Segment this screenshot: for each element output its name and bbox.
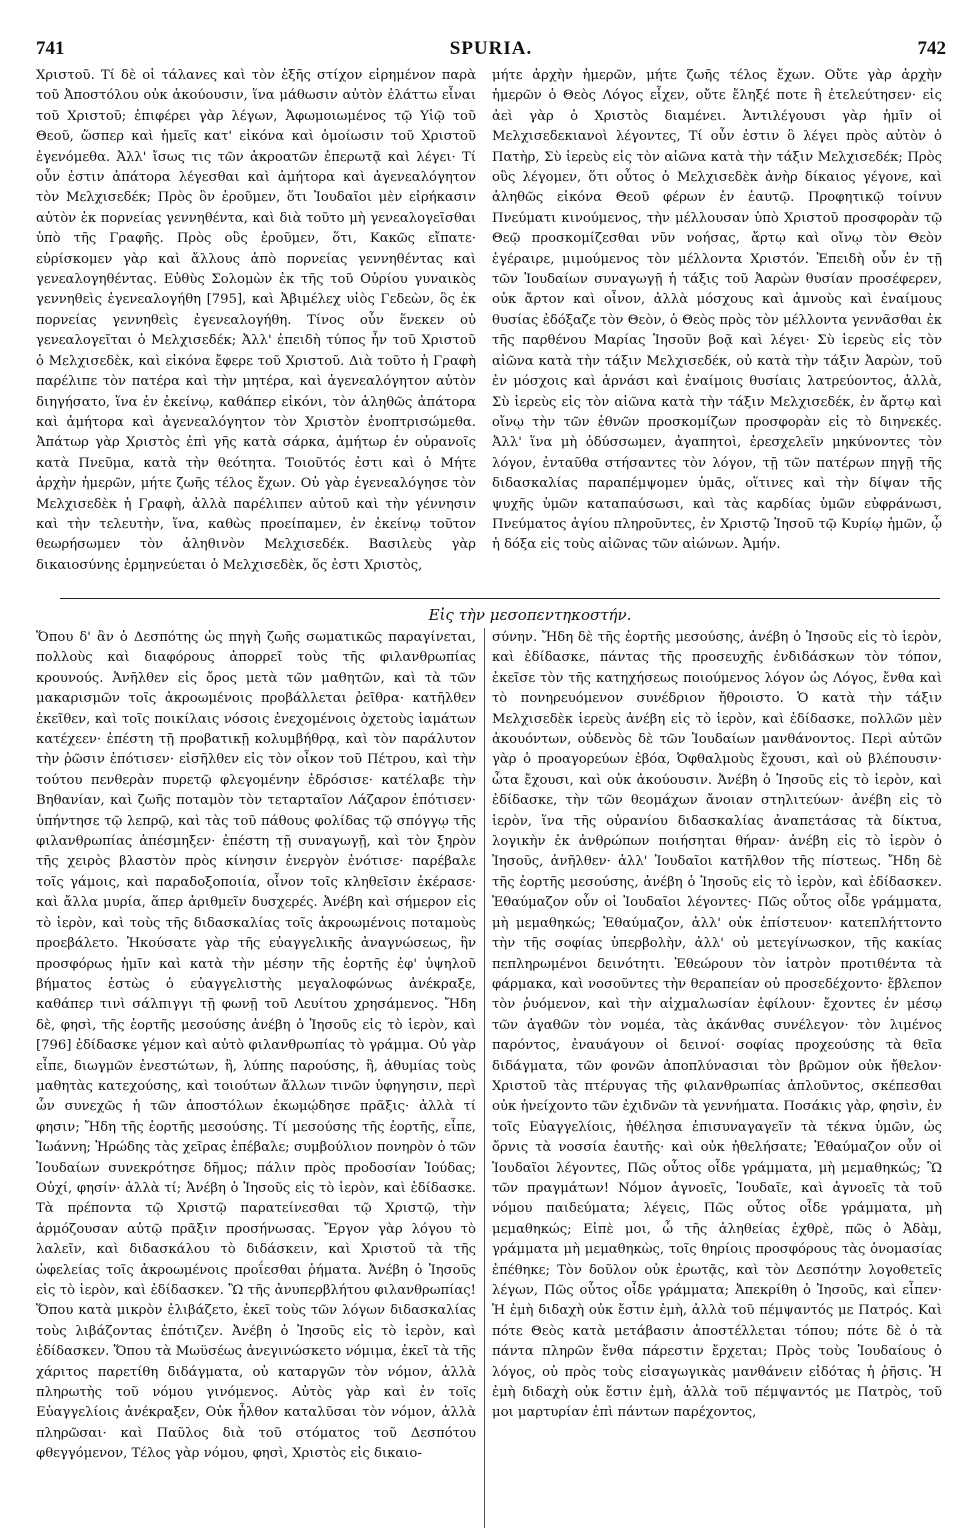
- bottom-right-text: σύνην. Ἤδη δὲ τῆς ἑορτῆς μεσούσης, ἀνέβη ὁ Ἰησοῦς εἰς τὸ ἱερὸν, καὶ ἐδίδασκε, πάντας τῆς προσευχῆς ἐνδιδάσκων τὸν τόπον, ἐκεῖσε τὸν τῆς κατηχήσεως ποιούμενος λόγον ὡς Λόγος, ἔνθα καὶ τὸ πονηρευόμενον συνέδριον ἤθροιστο. Ὁ κατὰ τὴν τάξιν Μελχισεδὲκ ἱερεὺς ἀνέβη εἰς τὸ ἱερὸν, καὶ ἐδίδασκε, πολλῶν μὲν ἀκουόντων, οὐδενὸς δὲ τῶν Ἰουδαίων μανθάνοντος. Περὶ αὐτῶν γὰρ ὁ προαγορεύων ἐβόα, Ὀφθαλμοὺς ἔχουσι, καὶ οὐ βλέπουσιν· ὦτα ἔχουσι, καὶ οὐκ ἀκούουσιν. Ἀνέβη ὁ Ἰησοῦς εἰς τὸ ἱερὸν, καὶ ἐδίδασκε, τὴν τῶν θεομάχων ἄνοιαν στηλιτεύων· ἀνέβη εἰς τὸ ἱερὸν, ἵνα τῆς οὐρανίου διδασκαλίας ἀναπετάσας τὰ δίκτυα, λογικὴν ἐκ ἀνθρώπων ποιήσηται θήραν· ἀνέβη εἰς τὸ ἱερὸν ὁ Ἰησοῦς, ἀνῆλθεν· ἀλλ' Ἰουδαῖοι κατῆλθον τῆς πίστεως. Ἤδη δὲ τῆς ἑορτῆς μεσούσης, ἀνέβη ὁ Ἰησοῦς εἰς τὸ ἱερὸν, καὶ ἐδίδασκεν. Ἐθαύμαζον οὖν οἱ Ἰουδαῖοι λέγοντες· Πῶς οὗτος οἶδε γράμματα, μὴ μεμαθηκώς; Ἐθαύμαζον, ἀλλ' οὐκ ἐπίστευον· κατεπλήττοντο τὴν τῆς σοφίας ὑπερβολὴν, ἀλλ' οὐ μετεγίνωσκον, τῆς κακίας πεπληρωμένοι δεινότητι. Ἐθεώρουν τὸν ἰατρὸν προτιθέντα τὰ φάρμακα, καὶ νοσοῦντες τὴν θεραπείαν οὐ προσεδέχοντο· ἔβλεπον τὸν ῥυόμενον, καὶ τὴν αἰχμαλωσίαν ἐφίλουν· ἔχοντες ἐν μέσῳ τῶν ἀγαθῶν τὸν νομέα, τὰς ἀκάνθας συνέλεγον· τὸν λιμένος παρόντος, ἐναυάγουν οἱ δεινοί· σοφίας προχεούσης τὰ θεῖα διδάγματα, τῶν φονῶν ἀποπλύνασιαι τὸν βρῶμον οὐκ ἤθελον· Χριστοῦ τὰς πτέρυγας τῆς φιλανθρωπίας ἁπλοῦντος, σκέπεσθαι οὐκ ἠνείχοντο τῶν ἐχιδνῶν τὰ γεννήματα. Ποσάκις γὰρ, φησὶν, ἐν τοῖς Εὐαγγελίοις, ἠθέλησα ἐπισυναγαγεῖν τὰ τέκνα ὑμῶν, ὡς ὄρνις τὰ νοσσία ἑαυτῆς· καὶ οὐκ ἠθελήσατε; Ἐθαύμαζον οὖν οἱ Ἰουδαῖοι λέγοντες, Πῶς οὗτος οἶδε γράμματα, μὴ μεμαθηκώς; Ὢ τῶν πραγμάτων! Νόμον ἀγνοεῖς, Ἰουδαῖε, καὶ ἀγνοεῖς τὰ τοῦ νόμου παιδεύματα; λέγεις, Πῶς οὗτος οἶδε γράμματα, μὴ μεμαθηκώς; Εἰπὲ μοι, ὦ τῆς ἀληθείας ἐχθρὲ, πῶς ὁ Ἀδὰμ, γράμματα μὴ μεμαθηκὼς, τοῖς θηρίοις προσφόρους τὰς ὀνομασίας ἐπέθηκε; Τὸν δοῦλον οὐκ ἐρωτᾷς, καὶ τὸν Δεσπότην λογοθετεῖς λέγων, Πῶς οὗτος οἶδε γράμματα; Ἀπεκρίθη ὁ Ἰησοῦς, καὶ εἶπεν· Ἡ ἐμὴ διδαχὴ οὐκ ἔστιν ἐμὴ, ἀλλὰ τοῦ πέμψαντός με Πατρός. Καὶ πότε Θεὸς κατὰ μετάβασιν ἀποστέλλεται τόπου; πότε δὲ ὁ τὰ πάντα πληρῶν ἔνθα πάρεστιν ἔρχεται; Πρὸς τοὺς Ἰουδαίους ὁ λόγος, οὐ πρὸς τοὺς εἰσαγωγικὰς μανθάνειν εἰδότας ἡ ῥῆσις. Ἡ ἐμὴ διδαχὴ οὐκ ἔστιν ἐμὴ, ἀλλὰ τοῦ πέμψαντός με Πατρὸς, τοῦ μοι μαρτυρίαν ἐπὶ πάντων παρέχοντος,: [492, 630, 942, 1421]
- right-page-number: 742: [917, 38, 946, 59]
- left-page-number: 741: [36, 38, 65, 59]
- top-left-column: [36, 66, 476, 586]
- running-title: SPURIA.: [449, 38, 533, 59]
- top-right-column: [492, 66, 942, 586]
- bottom-left-text: Ὅπου δ' ἂν ὁ Δεσπότης ὡς πηγὴ ζωῆς σωματικῶς παραγίνεται, πολλοὺς καὶ διαφόρους ἀπορρεῖ τοὺς τῆς φιλανθρωπίας κρουνούς. Ἀνῆλθεν εἰς ὄρος μετὰ τῶν μαθητῶν, καὶ τὰ τῶν μακαρισμῶν τοῖς ἀκροωμένοις προβάλλεται ῥεῖθρα· κατῆλθεν ἐκεῖθεν, καὶ τοῖς ποικίλαις νόσοις ἐνεχομένοις ὀχετοὺς ἰαμάτων κατέχεεν· ἐπέστη τῇ προβατικῇ κολυμβήθρᾳ, καὶ τὸν παράλυτον τὴν ῥῶσιν ἐπότισεν· εἰσῆλθεν εἰς τὸν οἶκον τοῦ Πέτρου, καὶ τὴν τούτου πενθερὰν πυρετῷ φλεγομένην ἐδρόσισε· κατέλαβε τὴν Βηθανίαν, καὶ ζωῆς ποταμὸν τὸν τεταρταῖον Λάζαρον ἐπότισεν· ὑπήντησε τῷ λεπρῷ, καὶ τὰς τοῦ πάθους φολίδας τῷ σπόγγῳ τῆς φιλανθρωπίας ἀπέσμηξεν· ἐπέστη τῇ συναγωγῇ, καὶ τὸν ξηρὸν τῆς χειρὸς βλαστὸν πρὸς κίνησιν ἐνεργὸν ἐνότισε· παρέβαλε τοῖς γάμοις, καὶ παραδοξοποιία, οἶνον τοῖς κληθεῖσιν ἐκέρασε· καὶ ἄλλα μυρία, ἅπερ ἀριθμεῖν δυσχερές. Ἀνέβη καὶ σήμερον εἰς τὸ ἱερὸν, καὶ τοὺς τῆς διδασκαλίας τοῖς ἀκροωμένοις ποταμοὺς προεβάλετο. Ἠκούσατε γὰρ τῆς εὐαγγελικῆς ἀναγνώσεως, ἣν προσφόρως ἡμῖν καὶ κατὰ τὴν μέσην τῆς ἑορτῆς ἐφ' ὑψηλοῦ βήματος ἑστὼς ὁ εὐαγγελιστὴς μεγαλοφώνως ἀνέκραξε, καθάπερ τινὶ σάλπιγγι τῇ φωνῇ τοῦ Λευίτου χρησάμενος. Ἤδη δὲ, φησὶ, τῆς ἑορτῆς μεσούσης ἀνέβη ὁ Ἰησοῦς εἰς τὸ ἱερὸν, καὶ [796] ἐδίδασκε γέμον καὶ αὐτὸ φιλανθρωπίας τὸ γράμμα. Οὐ γὰρ εἶπε, διωγμῶν ἐνεστώτων, ἢ, λύπης παρούσης, ἢ, ἀθυμίας τοὺς μαθητὰς κατεχούσης, καὶ τοιούτων ἄλλων τινῶν ὑφηγησιν, περὶ ὧν συνεχῶς ἡ τῶν ἀποστόλων ἐκωμῴδησε πρᾶξις· ἀλλὰ τί φησιν; Ἤδη τῆς ἑορτῆς μεσούσης. Τί μεσούσης τῆς ἑορτῆς, εἶπε, Ἰωάννη; Ἠρώδης τὰς χεῖρας ἐπέβαλε; συμβούλιον πονηρὸν ὁ τῶν Ἰουδαίων συνεκρότησε δῆμος; πάλιν πρὸς προδοσίαν Ἰούδας; Οὐχί, φησίν· ἀλλὰ τί; Ἀνέβη ὁ Ἰησοῦς εἰς τὸ ἱερὸν, καὶ ἐδίδασκε. Τὰ πρέποντα τῷ Χριστῷ παρατείνεσθαι τῷ Χριστῷ, τὴν ἁρμόζουσαν αὐτῷ πρᾶξιν προσήνωσας. Ἔργον γὰρ λόγου τὸ λαλεῖν, καὶ διδασκάλου τὸ διδάσκειν, καὶ Χριστοῦ τὰ τῆς ὠφελείας τοῖς ἀκροωμένοις προΐεσθαι ῥήματα. Ἀνέβη ὁ Ἰησοῦς εἰς τὸ ἱερὸν, καὶ ἐδίδασκεν. Ὢ τῆς ἀνυπερβλήτου φιλανθρωπίας! Ὅπου κατὰ μικρὸν ἐλιβάζετο, ἐκεῖ τοὺς τῶν λόγων διδασκαλίας τοὺς λιβάζοντας ἐπότιζεν. Ἀνέβη ὁ Ἰησοῦς εἰς τὸ ἱερὸν, καὶ ἐδίδασκεν. Ὅπου τὰ Μωϋσέως ἀνεγινώσκετο νόμιμα, ἐκεῖ τὰ τῆς χάριτος παρετίθη διδάγματα, οὐ καταργῶν τὸν νόμον, ἀλλὰ πληρωτὴς τοῦ νόμου γινόμενος. Αὐτὸς γὰρ καὶ ἐν τοῖς Εὐαγγελίοις ἀνέκραξεν, Οὐκ ἦλθον καταλῦσαι τὸν νόμον, ἀλλὰ πληρῶσαι· καὶ Παῦλος διὰ τοῦ στόματος τοῦ Δεσπότου φθεγγόμενον, Τέλος γὰρ νόμου, φησὶ, Χριστὸς εἰς δικαιο-: [36, 630, 476, 1462]
- column-divider: [484, 628, 485, 1528]
- bottom-left-column: [36, 628, 476, 1533]
- top-right-text: μήτε ἀρχὴν ἡμερῶν, μήτε ζωῆς τέλος ἔχων. Οὔτε γὰρ ἀρχὴν ἡμερῶν ὁ Θεὸς Λόγος εἶχεν, οὔτε ἔληξέ ποτε ἢ ἐτελεύτησεν· εἰς ἀεὶ γὰρ ὁ Χριστὸς διαμένει. Ἀντιλέγουσι γὰρ ἡμῖν οἱ Μελχισεδεκιανοὶ λέγοντες, Τί οὖν ἐστιν ὃ λέγει πρὸς αὐτὸν ὁ Πατὴρ, Σὺ ἱερεὺς εἰς τὸν αἰῶνα κατὰ τὴν τάξιν Μελχισεδέκ; Πρὸς οὓς λέγομεν, ὅτι οὗτος ὁ Μελχισεδὲκ ἀνὴρ δίκαιος γέγονε, καὶ ἀληθῶς εἰκόνα Θεοῦ φέρων ἐν ἑαυτῷ. Προφητικῷ τοίνυν Πνεύματι κινούμενος, τὴν μέλλουσαν ὑπὸ Χριστοῦ προσφορὰν τῷ Θεῷ προσκομίζεσθαι νῦν νοήσας, ἄρτῳ καὶ οἴνῳ τὸν Θεὸν ἐγέραιρε, μιμούμενος τὸν μέλλοντα Χριστόν. Ἐπειδὴ οὖν ἐν τῇ τῶν Ἰουδαίων συναγωγῇ ἡ τάξις τοῦ Ἀαρὼν θυσίαν προσέφερεν, οὐκ ἄρτον καὶ οἶνον, ἀλλὰ μόσχους καὶ ἀμνοὺς καὶ ἐναίμους θυσίας ἐδόξαζε τὸν Θεὸν, ὁ Θεὸς πρὸς τὸν μέλλοντα γεννᾶσθαι ἐκ τῆς παρθένου Μαρίας Ἰησοῦν βοᾷ καὶ λέγει· Σὺ ἱερεὺς εἰς τὸν αἰῶνα κατὰ τὴν τάξιν Μελχισεδέκ, οὐ κατὰ τὴν τάξιν Ἀαρὼν, τοῦ ἐν μόσχοις καὶ ἀρνάσι καὶ ἐναίμοις θυσίαις λατρεύοντος, ἀλλὰ, Σὺ ἱερεὺς εἰς τὸν αἰῶνα κατὰ τὴν τάξιν Μελχισεδέκ, ἐν ἄρτῳ καὶ οἴνῳ τὴν τῶν ἐθνῶν προσκομίζων προσφορὰν εἰς τὸ διηνεκές. Ἀλλ' ἵνα μὴ ὀδύσσωμεν, ἀγαπητοὶ, ἐρεσχελεῖν μηκύνοντες τὸν λόγον, ἐνταῦθα στήσαντες τὸν λόγον, τῇ τῶν πατέρων πηγῇ τῆς διδασκαλίας παραπέμψομεν ὑμᾶς, οἵτινες καὶ τὴν δίψαν τῆς ψυχῆς ὑμῶν καταπαύσωσι, καὶ τὰς καρδίας ὑμῶν εὐφράνωσι, Πνεύματος ἁγίου πληροῦντες, ἐν Χριστῷ Ἰησοῦ τῷ Κυρίῳ ἡμῶν, ᾧ ἡ δόξα εἰς τοὺς αἰῶνας τῶν αἰώνων. Ἀμήν.: [492, 68, 942, 553]
- section-divider: [60, 598, 940, 599]
- page-header: [36, 38, 946, 64]
- top-left-text: Χριστοῦ. Τί δὲ οἱ τάλανες καὶ τὸν ἑξῆς στίχον εἰρημένον παρὰ τοῦ Ἀποστόλου οὐκ ἀκούουσιν, ἵνα μάθωσιν αὐτὸν ἐλάττω εἶναι τοῦ Χριστοῦ; ἐπιφέρει γὰρ λέγων, Ἀφωμοιωμένος τῷ Υἱῷ τοῦ Θεοῦ, ὥσπερ καὶ ἡμεῖς κατ' εἰκόνα καὶ ὁμοίωσιν τοῦ Χριστοῦ ἐγενόμεθα. Ἀλλ' ἴσως τις τῶν ἀκροατῶν ἐπερωτᾷ καὶ λέγει· Τί οὖν ἐστιν ἀπάτορα λέγεσθαι καὶ ἀμήτορα καὶ ἀγενεαλόγητον τὸν Μελχισεδέκ; Πρὸς ὃν ἐροῦμεν, ὅτι Ἰουδαῖοι μὲν εἰρήκασιν αὐτὸν ἐκ πορνείας γεννηθέντα, καὶ διὰ τοῦτο μὴ γενεαλογεῖσθαι ὑπὸ τῆς Γραφῆς. Πρὸς οὓς ἐροῦμεν, ὅτι, Κακῶς εἴπατε· εὑρίσκομεν γὰρ καὶ ἄλλους ἀπὸ πορνείας γεννηθέντας καὶ γενεαλογηθέντας. Εὐθὺς Σολομὼν ἐκ τῆς τοῦ Οὐρίου γυναικὸς γεννηθεὶς ἐγενεαλογήθη [795], καὶ Ἀβιμέλεχ υἱὸς Γεδεὼν, ὃς ἐκ πορνείας γεννηθεὶς ἐγενεαλογήθη. Τίνος οὖν ἕνεκεν οὐ γενεαλογεῖται ὁ Μελχισεδέκ; Ἀλλ' ἐπειδὴ τύπος ἦν τοῦ Χριστοῦ ὁ Μελχισεδὲκ, καὶ εἰκόνα ἔφερε τοῦ Χριστοῦ. Διὰ τοῦτο ἡ Γραφὴ παρέλιπε τὸν πατέρα καὶ τὴν μητέρα, καὶ ἀγενεαλόγητον αὐτὸν διηγήσατο, ἵνα ἐν ἐκείνῳ, καθάπερ εἰκόνι, τὸν ἀληθῶς ἀπάτορα καὶ ἀμήτορα καὶ ἀγενεαλόγητον τὸν Χριστὸν ἐνοπτρισώμεθα. Ἀπάτωρ γὰρ Χριστὸς ἐπὶ γῆς κατὰ σάρκα, ἀμήτωρ ἐν οὐρανοῖς κατὰ Πνεῦμα, κατὰ τὴν θεότητα. Τοιοῦτός ἐστι καὶ ὁ Μήτε ἀρχὴν ἡμερῶν, μήτε ζωῆς τέλος ἔχων. Οὐ γὰρ ἐγενεαλόγησε τὸν Μελχισεδὲκ ἡ Γραφὴ, ἀλλὰ παρέλιπεν αὐτοῦ καὶ τὴν γέννησιν καὶ τὴν τελευτὴν, ἵνα, καθὼς προείπαμεν, ἐν ἐκείνῳ τοῦτον θεωρήσωμεν τὸν ἀληθινὸν Μελχισεδέκ. Βασιλεὺς γὰρ δικαιοσύνης ἑρμηνεύεται ὁ Μελχισεδὲκ, ὅς ἐστι Χριστὸς,: [36, 68, 476, 573]
- bottom-right-column: [492, 628, 942, 1533]
- section-title: Εἰς τὴν μεσοπεντηκοστήν.: [428, 606, 632, 624]
